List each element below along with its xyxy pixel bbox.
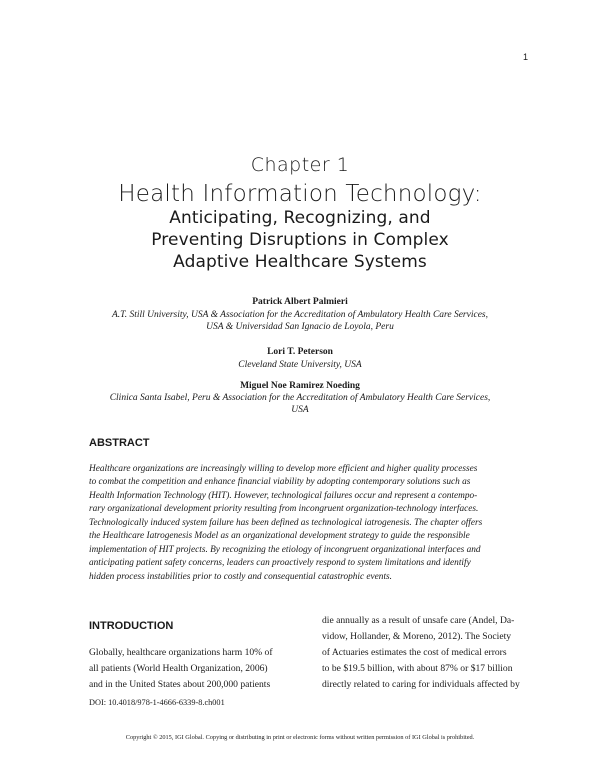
author-affiliation: USA	[291, 405, 309, 415]
intro-line: vidow, Hollander, & Moreno, 2012). The Society	[322, 631, 512, 642]
abstract-line: rary organizational development priority resulting from incongruent organization-technology interfaces.	[89, 504, 479, 514]
intro-line: all patients (World Health Organization, 2006)	[89, 663, 268, 674]
author-affiliation: USA & Universidad San Ignacio de Loyola, Peru	[206, 322, 394, 332]
copyright-notice: Copyright © 2015, IGI Global. Copying or distributing in print or electronic forms without written permission of IGI Global is prohibited.	[125, 734, 475, 741]
author-affiliation: Clinica Santa Isabel, Peru & Association for the Accreditation of Ambulatory Health Care Services,	[109, 393, 491, 403]
abstract-heading: ABSTRACT	[89, 437, 150, 449]
author-affiliation: Cleveland State University, USA	[238, 360, 362, 370]
author-name: Patrick Albert Palmieri	[252, 297, 348, 307]
intro-line: Globally, healthcare organizations harm 10% of	[89, 647, 273, 658]
abstract-line: hidden process instabilities prior to costly and consequential catastrophic events.	[89, 572, 392, 582]
doi: DOI: 10.4018/978-1-4666-6339-8.ch001	[89, 698, 225, 707]
intro-line: to be $19.5 billion, with about 87% or $17 billion	[322, 663, 513, 674]
subtitle-line: Anticipating, Recognizing, and	[169, 208, 431, 228]
subtitle-line: Preventing Disruptions in Complex	[151, 230, 449, 250]
introduction-heading: INTRODUCTION	[89, 620, 174, 632]
abstract-line: to combat the competition and enhance financial viability by adopting contemporary solutions such as	[89, 477, 471, 487]
abstract-line: implementation of HIT projects. By recognizing the etiology of incongruent organizational interfaces and	[89, 545, 481, 555]
intro-line: and in the United States about 200,000 patients	[89, 679, 271, 690]
author-name: Miguel Noe Ramirez Noeding	[240, 381, 360, 391]
subtitle-line: Adaptive Healthcare Systems	[173, 252, 427, 272]
chapter-label: Chapter 1	[250, 154, 350, 176]
abstract-line: Technologically induced system failure has been defined as technological iatrogenesis. The chapter offers	[89, 518, 483, 528]
abstract-line: Health Information Technology (HIT). However, technological failures occur and represent a contempo-	[89, 491, 478, 501]
abstract-line: Healthcare organizations are increasingly willing to develop more efficient and higher quality processes	[89, 464, 478, 474]
intro-line: of Actuaries estimates the cost of medical errors	[322, 647, 507, 658]
abstract-line: the Healthcare Iatrogenesis Model as an organizational development strategy to guide the responsible	[89, 531, 470, 541]
intro-line: directly related to caring for individuals affected by	[322, 679, 520, 690]
chapter-title: Health Information Technology:	[118, 181, 482, 207]
intro-line: die annually as a result of unsafe care (Andel, Da-	[322, 615, 515, 626]
abstract-line: anticipating patient safety concerns, leaders can proactively respond to system limitations and identify	[89, 558, 471, 568]
author-name: Lori T. Peterson	[267, 347, 333, 357]
page-number: 1	[522, 52, 528, 62]
author-affiliation: A.T. Still University, USA & Association for the Accreditation of Ambulatory Health Care Services,	[111, 310, 488, 320]
